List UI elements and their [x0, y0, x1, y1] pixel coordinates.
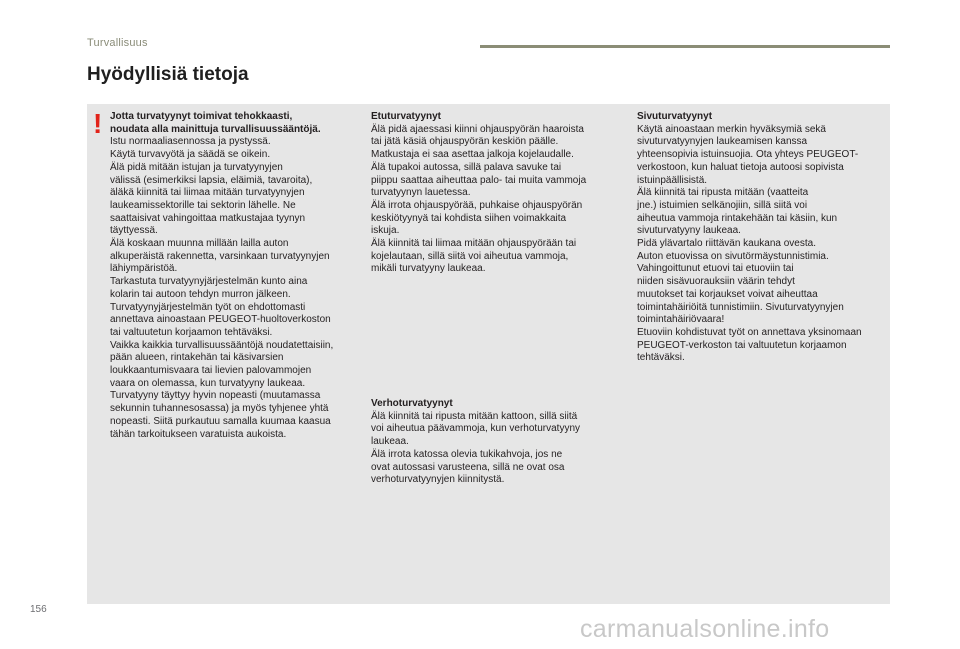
curtain-airbags-body: Älä kiinnitä tai ripusta mitään kattoon, sillä siitä voi aiheutua päävammoja, kun verhoturvatyyny laukeaa. Älä irrota katossa olevia tukikahvoja, jos ne ovat autossasi varusteena, sillä ne ovat osa verhoturvatyynyjen kiinnitystä.	[371, 410, 581, 486]
page-number: 156	[30, 604, 47, 615]
curtain-airbags-column	[371, 398, 611, 487]
watermark: carmanualsonline.info	[580, 615, 830, 643]
side-airbags-heading: Sivuturvatyynyt	[637, 111, 713, 122]
warning-body: Istu normaaliasennossa ja pystyssä. Käytä turvavyötä ja säädä se oikein. Älä pidä mitään istujan ja turvatyynyjen välissä (esimerkiksi lapsia, eläimiä, tavaroita), äläkä kiinnitä tai liimaa mitään turvatyynyjen laukeamissektorille tai sektorin lähelle. Ne saattaisivat vahingoittaa matkustajaa tyynyn täyttyessä. Älä koskaan muunna millään lailla auton alkuperäistä rakennetta, varsinkaan turvatyynyjen lähiympäristöä. Tarkastuta turvatyynyjärjestelmän kunto aina kolarin tai autoon tehdyn murron jälkeen. Turvatyynyjärjestelmän työt on ehdottomasti annettava ainoastaan PEUGEOT-huoltoverkoston tai valtuutetun korjaamon tehtäväksi. Vaikka kaikkia turvallisuussääntöjä noudatettaisiin, pään alueen, rintakehän tai käsivarsien loukkaantumisvaara tai lievien palovammojen vaara on olemassa, kun turvatyyny laukeaa. Turvatyyny täyttyy hyvin nopeasti (muutamassa sekunnin tuhannesosassa) ja myös tyhjenee yhtä nopeasti. Siitä purkautuu samalla kuumaa kaasua tähän tarkoitukseen varatuista aukoista.	[110, 136, 334, 440]
section-label: Turvallisuus	[87, 37, 148, 49]
side-airbags-body: Käytä ainoastaan merkin hyväksymiä sekä sivuturvatyynyjen laukeamisen kanssa yhteensopivia istuinsuojia. Ota yhteys PEUGEOT- verkostoon, kun haluat tietoja autoosi sopivista istuinpäällisistä. Älä kiinnitä tai ripusta mitään (vaatteita jne.) istuimien selkänojiin, sillä siitä voi aiheutua vammoja rintakehään tai käsiin, kun sivuturvatyyny laukeaa. Pidä ylävartalo riittävän kaukana ovesta. Auton etuovissa on sivutörmäystunnistimia. Vahingoittunut etuovi tai etuoviin tai niiden sisävuorauksiin väärin tehdyt muutokset tai korjaukset voivat aiheuttaa toimintahäiriöitä tunnistimiin. Sivuturvatyynyjen toimintahäiriövaara! Etuoviin kohdistuvat työt on annettava yksinomaan PEUGEOT-verkoston tai valtuutetun korjaamon tehtäväksi.	[637, 123, 862, 364]
exclamation-icon: !	[93, 108, 103, 139]
front-airbags-body: Älä pidä ajaessasi kiinni ohjauspyörän haaroista tai jätä käsiä ohjauspyörän keskiön päälle. Matkustaja ei saa asettaa jalkoja kojelaudalle. Älä tupakoi autossa, sillä palava savuke tai piippu saattaa aiheuttaa palo- tai muita vammoja turvatyynyn lauetessa. Älä irrota ohjauspyörää, puhkaise ohjauspyörän keskiötyynyä tai kohdista siihen voimakkaita iskuja. Älä kiinnitä tai liimaa mitään ohjauspyörään tai kojelautaan, sillä siitä voi aiheutua vammoja, mikäli turvatyyny laukeaa.	[371, 123, 587, 275]
warning-column	[110, 111, 360, 441]
header-divider	[480, 45, 890, 48]
page-title: Hyödyllisiä tietoja	[87, 64, 249, 85]
front-airbags-heading: Etuturvatyynyt	[371, 111, 442, 122]
curtain-airbags-heading: Verhoturvatyynyt	[371, 398, 453, 409]
warning-heading: Jotta turvatyynyt toimivat tehokkaasti, noudata alla mainittuja turvallisuussääntöjä.	[110, 111, 321, 135]
front-airbags-column	[371, 111, 611, 276]
side-airbags-column	[637, 111, 887, 365]
